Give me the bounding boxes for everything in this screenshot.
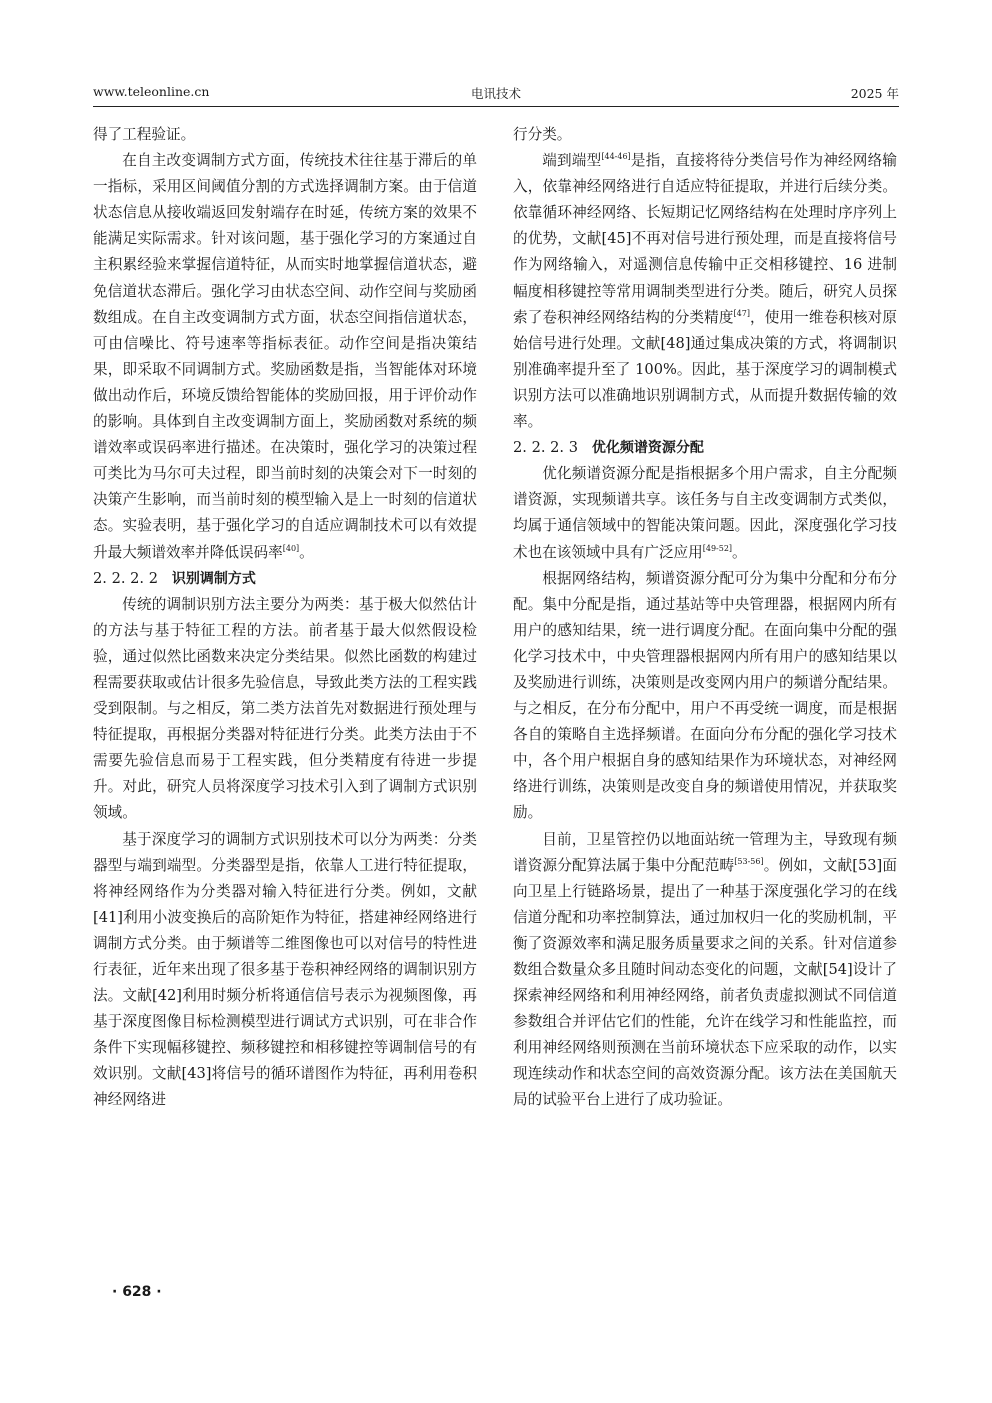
paragraph: 得了工程验证。 <box>93 126 196 143</box>
citation-ref: [47] <box>733 308 750 318</box>
paragraph: 行分类。 <box>513 126 572 143</box>
section-number: 2. 2. 2. 3 <box>513 439 578 457</box>
citation-ref: [49-52] <box>702 543 733 553</box>
section-title: 优化频谱资源分配 <box>591 440 704 457</box>
right-column <box>513 122 897 1114</box>
paragraph <box>513 148 897 435</box>
citation-ref: [40] <box>282 543 300 553</box>
paragraph-end: 。 <box>299 543 314 561</box>
paragraph <box>513 827 897 1114</box>
section-title: 识别调制方式 <box>171 570 256 587</box>
citation-ref: [44-46] <box>601 152 631 162</box>
paragraph-end: 。 <box>732 543 747 561</box>
header-year: 2025 年 <box>850 86 899 101</box>
paragraph: 基于深度学习的调制方式识别技术可以分为两类：分类器型与端到端型。分类器型是指，依靠人工进行特征提取，将神经网络作为分类器对输入特征进行分类。例如，文献[41]利用小波变换后的高阶矩作为特征，搭建神经网络进行调制方式分类。由于频谱等二维图像也可以对信号的特性进行表征，近年来出现了很多基于卷积神经网络的调制识别方法。文献[42]利用时频分析将通信信号表示为视频图像，再基于深度图像目标检测模型进行调试方式识别，可在非合作条件下实现幅移键控、频移键控和相移键控等调制信号的有效识别。文献[43]将信号的循环谱图作为特征，再利用卷积神经网络进 <box>93 830 477 1109</box>
paragraph <box>513 461 897 565</box>
paragraph-text: 是指，直接将待分类信号作为神经网络输入，依靠神经网络进行自适应特征提取，并进行后续分类。依靠循环神经网络、长短期记忆网络结构在处理时序序列上的优势，文献[45]不再对信号进行预处理，而是直接将信号作为网络输入，对遥测信息传输中正交相移键控、16 进制幅度相移键控等常用调制类型进行分类。随后，研究人员探索了卷积神经网络结构的分类精度 <box>513 152 897 326</box>
left-column <box>93 122 477 1114</box>
running-header <box>93 84 899 104</box>
paragraph <box>93 148 477 566</box>
section-heading <box>513 435 897 461</box>
header-journal-title: 电讯技术 <box>470 86 521 101</box>
header-rule <box>93 106 899 107</box>
header-website: www.teleonline.cn <box>93 84 210 99</box>
paragraph-text: 优化频谱资源分配是指根据多个用户需求，自主分配频谱资源，实现频谱共享。该任务与自主改变调制方式类似，均属于通信领域中的智能决策问题。因此，深度强化学习技术也在该领域中具有广泛应用 <box>513 465 897 561</box>
paragraph: 根据网络结构，频谱资源分配可分为集中分配和分布分配。集中分配是指，通过基站等中央管理器，根据网内所有用户的感知结果，统一进行调度分配。在面向集中分配的强化学习技术中，中央管理器根据网内所有用户的感知结果以及奖励进行训练，决策则是改变网内用户的频谱分配结果。与之相反，在分布分配中，用户不再受统一调度，而是根据各自的策略自主选择频谱。在面向分布分配的强化学习技术中，各个用户根据自身的感知结果作为环境状态，对神经网络进行训练，决策则是改变自身的频谱使用情况，并获取奖励。 <box>513 569 897 822</box>
paragraph-text: 目前，卫星管控仍以地面站统一管理为主，导致现有频谱资源分配算法属于集中分配范畴 <box>513 830 897 874</box>
paragraph-text: 。例如，文献[53]面向卫星上行链路场景，提出了一种基于深度强化学习的在线信道分配和功率控制算法，通过加权归一化的奖励机制，平衡了资源效率和满足服务质量要求之间的关系。针对信道参数组合数量众多且随时间动态变化的问题，文献[54]设计了探索神经网络和利用神经网络，前者负责虚拟测试不同信道参数组合并评估它们的性能，允许在线学习和性能监控，而利用神经网络则预测在当前环境状态下应采取的动作，以实现连续动作和状态空间的高效资源分配。该方法在美国航天局的试验平台上进行了成功验证。 <box>513 856 897 1109</box>
citation-ref: [53-56] <box>734 856 764 866</box>
paragraph: 传统的调制识别方法主要分为两类：基于极大似然估计的方法与基于特征工程的方法。前者基于最大似然假设检验，通过似然比函数来决定分类结果。似然比函数的构建过程需要获取或估计很多先验信息，导致此类方法的工程实践受到限制。与之相反，第二类方法首先对数据进行预处理与特征提取，再根据分类器对特征进行分类。此类方法由于不需要先验信息而易于工程实践，但分类精度有待进一步提升。对此，研究人员将深度学习技术引入到了调制方式识别领域。 <box>93 595 477 822</box>
page-number: · 628 · <box>112 1284 162 1300</box>
paragraph-text: 端到端型 <box>542 152 602 170</box>
section-number: 2. 2. 2. 2 <box>93 569 158 587</box>
paragraph-text: 在自主改变调制方式方面，传统技术往往基于滞后的单一指标，采用区间阈值分割的方式选择调制方案。由于信道状态信息从接收端返回发射端存在时延，传统方案的效果不能满足实际需求。针对该问题，基于强化学习的方案通过自主积累经验来掌握信道特征，从而实时地掌握信道状态，避免信道状态滞后。强化学习由状态空间、动作空间与奖励函数组成。在自主改变调制方式方面，状态空间指信道状态，可由信噪比、符号速率等指标表征。动作空间是指决策结果，即采取不同调制方式。奖励函数是指，当智能体对环境做出动作后，环境反馈给智能体的奖励回报，用于评价动作的影响。具体到自主改变调制方面上，奖励函数对系统的频谱效率或误码率进行描述。在决策时，强化学习的决策过程可类比为马尔可夫过程，即当前时刻的决策会对下一时刻的决策产生影响，而当前时刻的模型输入是上一时刻的信道状态。实验表明，基于强化学习的自适应调制技术可以有效提升最大频谱效率并降低误码率 <box>93 152 477 561</box>
paragraph-text: ，使用一维卷积核对原始信号进行处理。文献[48]通过集成决策的方式，将调制识别准确率提升至了 100%。因此，基于深度学习的调制模式识别方法可以准确地识别调制方式，从而提升数据传输的效率。 <box>513 308 897 431</box>
section-heading <box>93 566 477 592</box>
